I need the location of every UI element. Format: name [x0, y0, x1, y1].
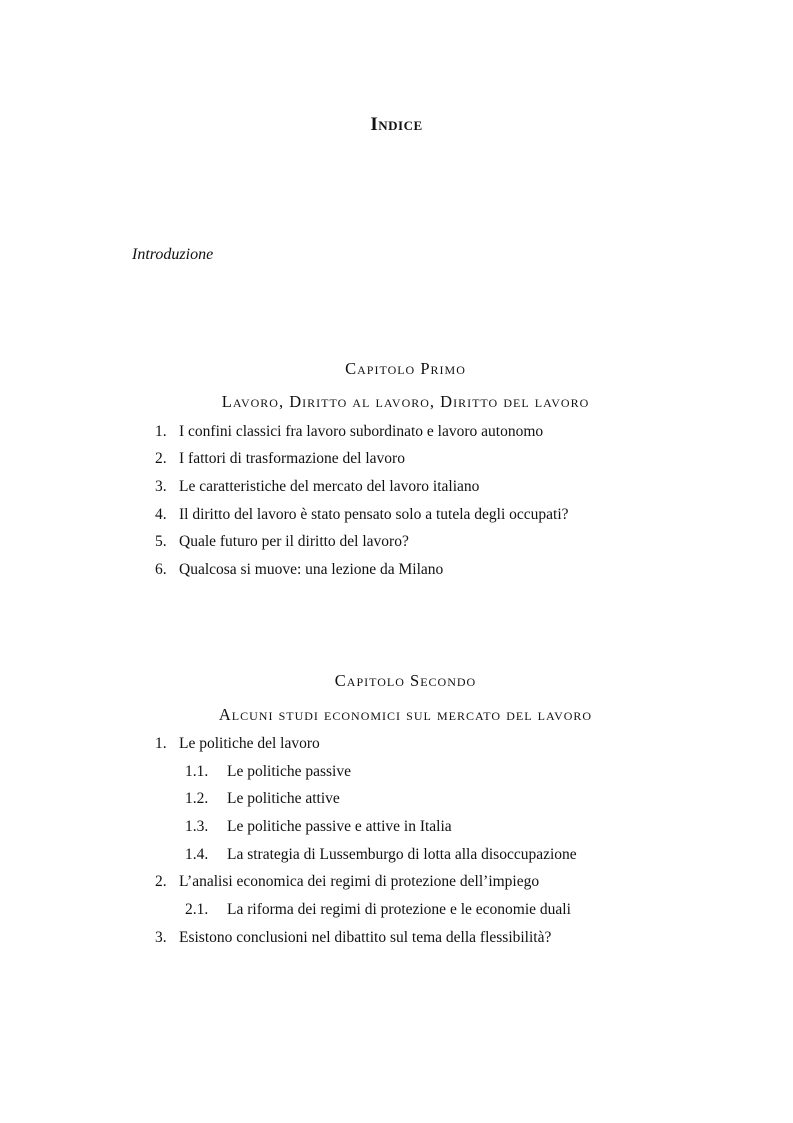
subsection-number: 1.4. [185, 846, 209, 863]
toc-entry [0, 872, 793, 892]
subsection-number: 2.1. [185, 901, 209, 918]
toc-subentry [0, 789, 793, 809]
toc-entry [0, 734, 793, 754]
toc-subentry [0, 845, 793, 865]
subsection-number: 1.2. [185, 790, 209, 807]
introduction-entry: Introduzione [132, 246, 214, 263]
section-title: Il diritto del lavoro è stato pensato solo a tutela degli occupati? [179, 506, 569, 523]
section-number: 1. [155, 423, 167, 440]
section-title: I fattori di trasformazione del lavoro [179, 450, 405, 467]
subsection-number: 1.3. [185, 818, 209, 835]
toc-subentry [0, 762, 793, 782]
toc-entry [0, 560, 793, 580]
subsection-title: Le politiche passive [227, 763, 351, 780]
subsection-title: Le politiche passive e attive in Italia [227, 818, 452, 835]
subsection-title: La strategia di Lussemburgo di lotta alla disoccupazione [227, 846, 577, 863]
section-title: L’analisi economica dei regimi di protezione dell’impiego [179, 873, 540, 890]
section-number: 1. [155, 735, 167, 752]
chapter-2-title: Alcuni studi economici sul mercato del lavoro [218, 705, 593, 724]
section-title: Qualcosa si muove: una lezione da Milano [179, 561, 444, 578]
section-title: Quale futuro per il diritto del lavoro? [179, 533, 409, 550]
section-number: 2. [155, 873, 167, 890]
section-title: Le caratteristiche del mercato del lavoro italiano [179, 478, 480, 495]
toc-entry [0, 422, 793, 442]
section-number: 5. [155, 533, 167, 550]
page-title: Indice [370, 114, 423, 135]
section-title: I confini classici fra lavoro subordinato e lavoro autonomo [179, 423, 544, 440]
toc-entry [0, 449, 793, 469]
section-number: 6. [155, 561, 167, 578]
section-number: 4. [155, 506, 167, 523]
section-number: 3. [155, 478, 167, 495]
subsection-number: 1.1. [185, 763, 209, 780]
toc-entry [0, 532, 793, 552]
section-number: 3. [155, 929, 167, 946]
chapter-2-label: Capitolo Secondo [334, 671, 477, 690]
section-number: 2. [155, 450, 167, 467]
toc-entry [0, 928, 793, 948]
subsection-title: La riforma dei regimi di protezione e le economie duali [227, 901, 571, 918]
toc-subentry [0, 817, 793, 837]
toc-entry [0, 477, 793, 497]
section-title: Le politiche del lavoro [179, 735, 320, 752]
section-title: Esistono conclusioni nel dibattito sul tema della flessibilità? [179, 929, 552, 946]
chapter-1-title: Lavoro, Diritto al lavoro, Diritto del lavoro [221, 392, 590, 411]
toc-entry [0, 505, 793, 525]
subsection-title: Le politiche attive [227, 790, 340, 807]
chapter-1-label: Capitolo Primo [345, 359, 466, 378]
toc-subentry [0, 900, 793, 920]
